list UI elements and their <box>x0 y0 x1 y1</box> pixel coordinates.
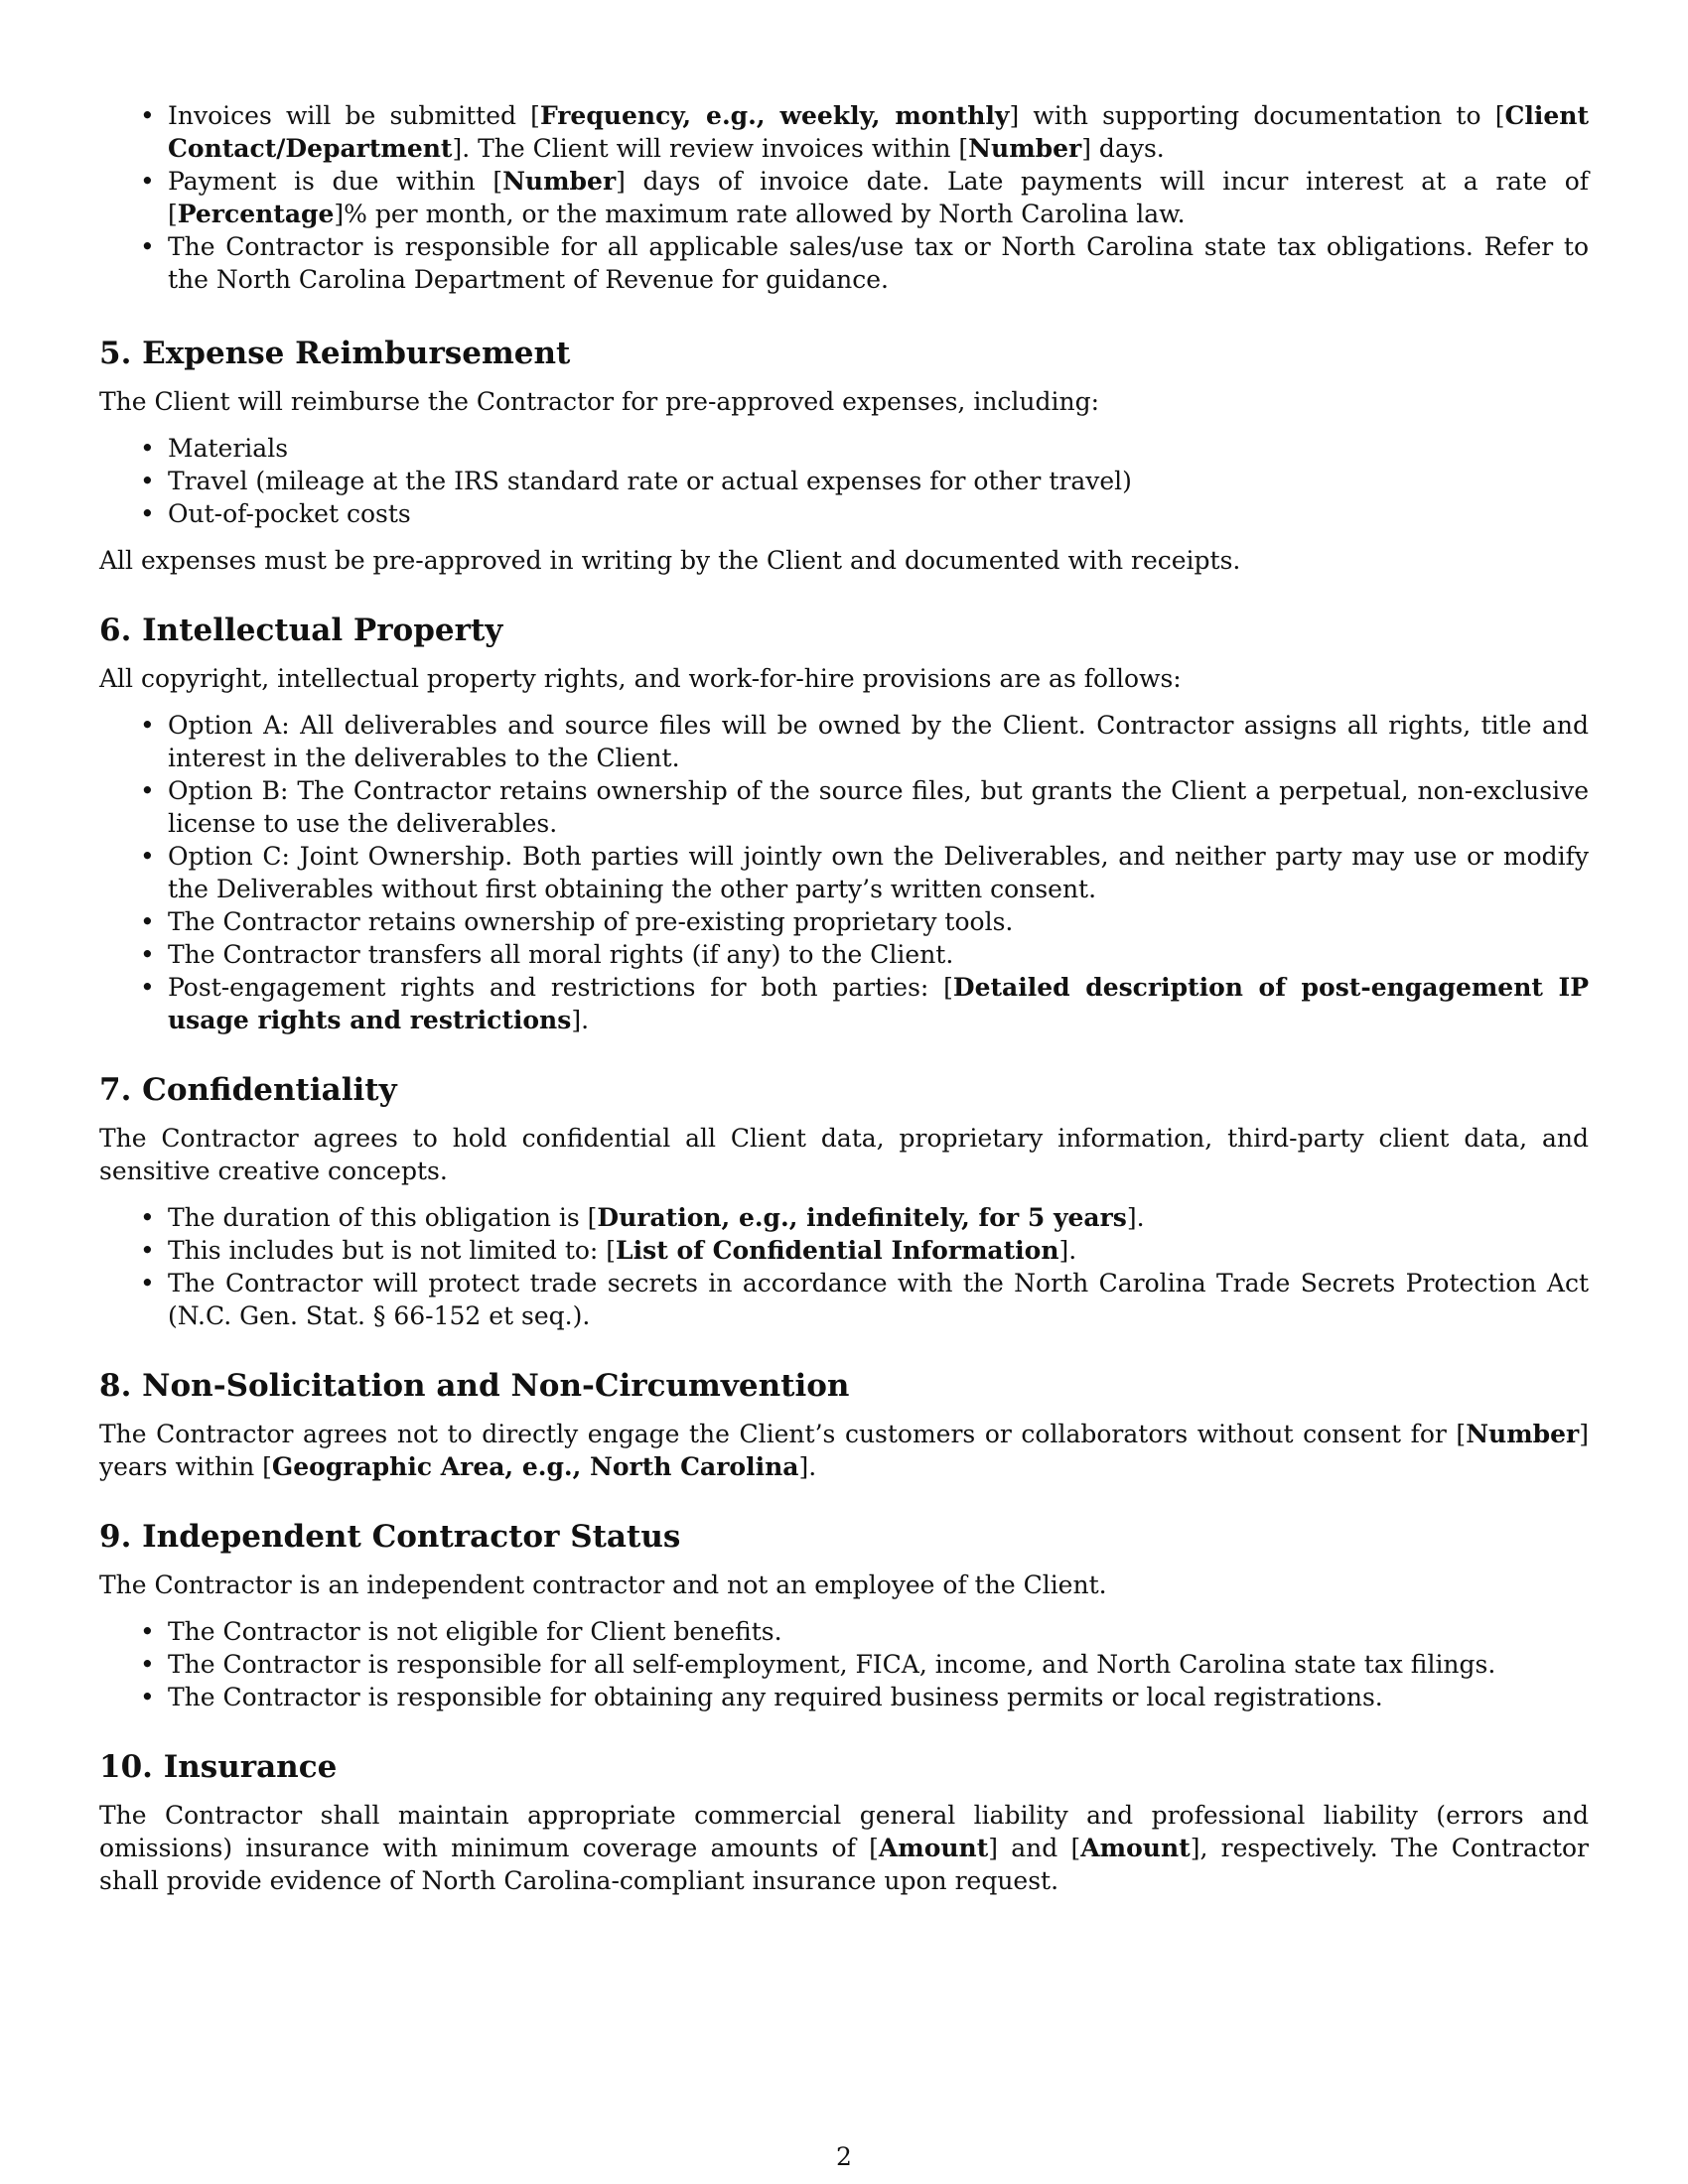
section-intro: All copyright, intellectual property rights, and work-for-hire provisions are as follows: <box>99 664 1182 693</box>
section-heading: 5. Expense Reimbursement <box>99 336 571 371</box>
list-item: • The Contractor is responsible for obtaining any required business permits or local registrations. <box>99 1681 1589 1713</box>
expense-list <box>99 432 1589 530</box>
list-item: • Travel (mileage at the IRS standard rate or actual expenses for other travel) <box>99 465 1589 497</box>
payment-terms-list <box>99 99 1589 296</box>
section-heading: 8. Non-Solicitation and Non-Circumvention <box>99 1368 850 1404</box>
confidentiality-list <box>99 1201 1589 1332</box>
list-item: • The Contractor retains ownership of pre-existing proprietary tools. <box>99 905 1589 938</box>
section-intro: The Contractor agrees to hold confidential all Client data, proprietary information, third-party client data, and sensitive creative concepts. <box>99 1124 1589 1185</box>
document-page <box>99 99 1589 1897</box>
section-independent-contractor <box>99 1517 1589 1713</box>
list-item: • The Contractor will protect trade secrets in accordance with the North Carolina Trade Secrets Protection Act (N.C. Gen. Stat. § 66-152 et seq.). <box>99 1267 1589 1332</box>
section-confidentiality <box>99 1070 1589 1332</box>
list-item: • Out-of-pocket costs <box>99 497 1589 530</box>
section-intro: The Contractor is an independent contractor and not an employee of the Client. <box>99 1570 1107 1599</box>
section-heading: 7. Confidentiality <box>99 1072 397 1108</box>
list-item: • The duration of this obligation is [Duration, e.g., indefinitely, for 5 years]. <box>99 1201 1589 1234</box>
section-intro: The Client will reimburse the Contractor for pre-approved expenses, including: <box>99 387 1100 416</box>
page-number: 2 <box>836 2142 852 2171</box>
section-body: The Contractor agrees not to directly engage the Client’s customers or collaborators without consent for [Number] years within [Geographic Area, e.g., North Carolina]. <box>99 1420 1589 1481</box>
list-item: • The Contractor is responsible for all applicable sales/use tax or North Carolina state tax obligations. Refer to the North Carolina Department of Revenue for guidance. <box>99 230 1589 296</box>
list-item: • This includes but is not limited to: [List of Confidential Information]. <box>99 1234 1589 1267</box>
section-non-solicitation <box>99 1366 1589 1483</box>
list-item: • Option C: Joint Ownership. Both parties will jointly own the Deliverables, and neither party may use or modify the Deliverables without first obtaining the other party’s written consent. <box>99 840 1589 905</box>
section-heading: 6. Intellectual Property <box>99 613 503 648</box>
list-item: • Option B: The Contractor retains ownership of the source files, but grants the Client a perpetual, non-exclusive license to use the deliverables. <box>99 774 1589 840</box>
list-item: • The Contractor is not eligible for Client benefits. <box>99 1615 1589 1648</box>
section-insurance <box>99 1747 1589 1897</box>
section-heading: 10. Insurance <box>99 1749 338 1785</box>
section-expense-reimbursement <box>99 334 1589 577</box>
section-heading: 9. Independent Contractor Status <box>99 1519 681 1555</box>
list-item: • Payment is due within [Number] days of invoice date. Late payments will incur interest at a rate of [Percentage]% per month, or the maximum rate allowed by North Carolina law. <box>99 165 1589 230</box>
list-item: • Invoices will be submitted [Frequency, e.g., weekly, monthly] with supporting documentation to [Client Contact/Department]. The Client will review invoices within [Number] days. <box>99 99 1589 165</box>
list-item: • Option A: All deliverables and source files will be owned by the Client. Contractor assigns all rights, title and interest in the deliverables to the Client. <box>99 709 1589 774</box>
list-item: • The Contractor transfers all moral rights (if any) to the Client. <box>99 938 1589 971</box>
list-item: • Post-engagement rights and restrictions for both parties: [Detailed description of post-engagement IP usage rights and restrictions]. <box>99 971 1589 1036</box>
section-outro: All expenses must be pre-approved in writing by the Client and documented with receipts. <box>99 546 1241 575</box>
ip-list <box>99 709 1589 1036</box>
contractor-status-list <box>99 1615 1589 1713</box>
section-intellectual-property <box>99 611 1589 1036</box>
list-item: • Materials <box>99 432 1589 465</box>
list-item: • The Contractor is responsible for all self-employment, FICA, income, and North Carolina state tax filings. <box>99 1648 1589 1681</box>
section-body: The Contractor shall maintain appropriate commercial general liability and professional liability (errors and omissions) insurance with minimum coverage amounts of [Amount] and [Amount], respectively. The Contractor shall provide evidence of North Carolina-compliant insurance upon request. <box>99 1801 1589 1895</box>
